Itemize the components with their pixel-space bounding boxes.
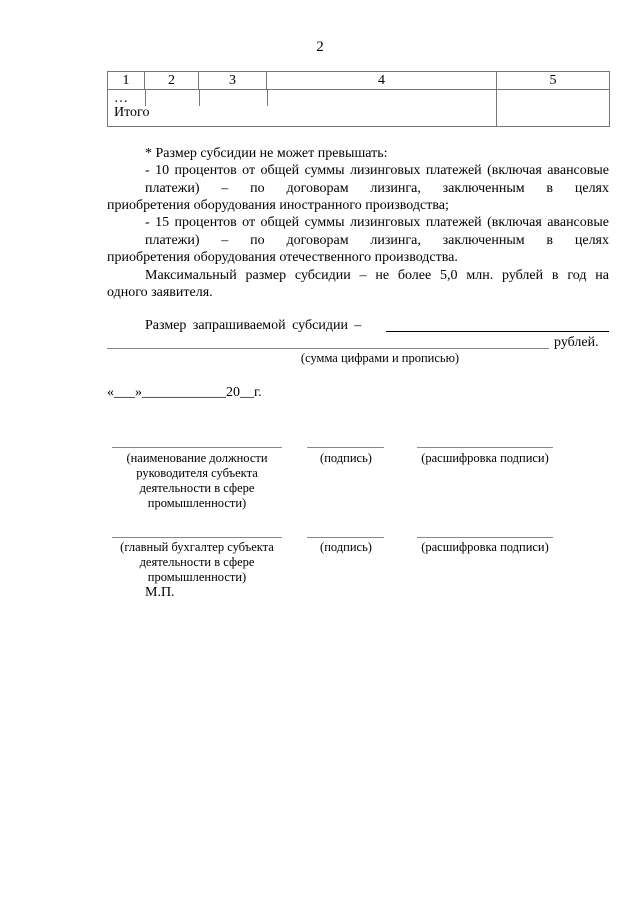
- stamp-label: М.П.: [145, 585, 175, 600]
- table-row: [108, 90, 610, 127]
- requested-amount-line[interactable]: [386, 316, 609, 332]
- signature-line[interactable]: [307, 437, 384, 448]
- subsidy-table: [107, 71, 610, 127]
- amount-caption: (сумма цифрами и прописью): [300, 351, 460, 365]
- footnote-intro: * Размер субсидии не может превышать:: [145, 146, 388, 161]
- table-header-cell: 2: [145, 72, 199, 90]
- decoding-caption-2: (расшифровка подписи): [421, 540, 549, 554]
- signature-caption: (подпись): [320, 451, 372, 465]
- table-header-cell: 5: [497, 72, 610, 90]
- footnote-item-2: - 15 процентов от общей суммы лизинговых платежей (включая авансовые платежи) – по договорам лизинга, заключенным в целях: [145, 215, 609, 248]
- table-header-cell: 3: [199, 72, 267, 90]
- table-header-row: [108, 72, 610, 90]
- signature-line-2[interactable]: [307, 527, 384, 538]
- table-header-cell: 1: [108, 72, 145, 90]
- decoding-caption: (расшифровка подписи): [421, 451, 549, 465]
- total-label: Итого: [114, 105, 150, 120]
- footnote-item-2-end: приобретения оборудования отечественного производства.: [107, 250, 458, 265]
- accountant-caption: (главный бухгалтер субъекта деятельности в сфере промышленности): [120, 540, 274, 584]
- table-cell-merged: [108, 90, 497, 127]
- requested-label: Размер запрашиваемой субсидии –: [145, 318, 362, 333]
- date-line[interactable]: «___»____________20__г.: [107, 385, 262, 400]
- decoding-line[interactable]: [417, 437, 553, 448]
- currency-label: рублей.: [554, 335, 599, 350]
- accountant-line[interactable]: [112, 527, 282, 538]
- requested-amount-line-2[interactable]: [107, 333, 549, 349]
- table-header-cell: 4: [267, 72, 497, 90]
- max-subsidy-text: Максимальный размер субсидии – не более 5,0 млн. рублей в год на: [145, 268, 609, 283]
- footnote-item-1: - 10 процентов от общей суммы лизинговых платежей (включая авансовые платежи) – по договорам лизинга, заключенным в целях: [145, 163, 609, 196]
- table-cell: [497, 90, 610, 127]
- footnote-item-1-end: приобретения оборудования иностранного производства;: [107, 198, 449, 213]
- decoding-line-2[interactable]: [417, 527, 553, 538]
- signature-caption-2: (подпись): [320, 540, 372, 554]
- position-caption: (наименование должности руководителя субъекта деятельности в сфере промышленности): [126, 451, 268, 510]
- page-number: 2: [316, 39, 324, 55]
- max-subsidy-end: одного заявителя.: [107, 285, 213, 300]
- ellipsis-text: …: [114, 91, 128, 106]
- position-line[interactable]: [112, 437, 282, 448]
